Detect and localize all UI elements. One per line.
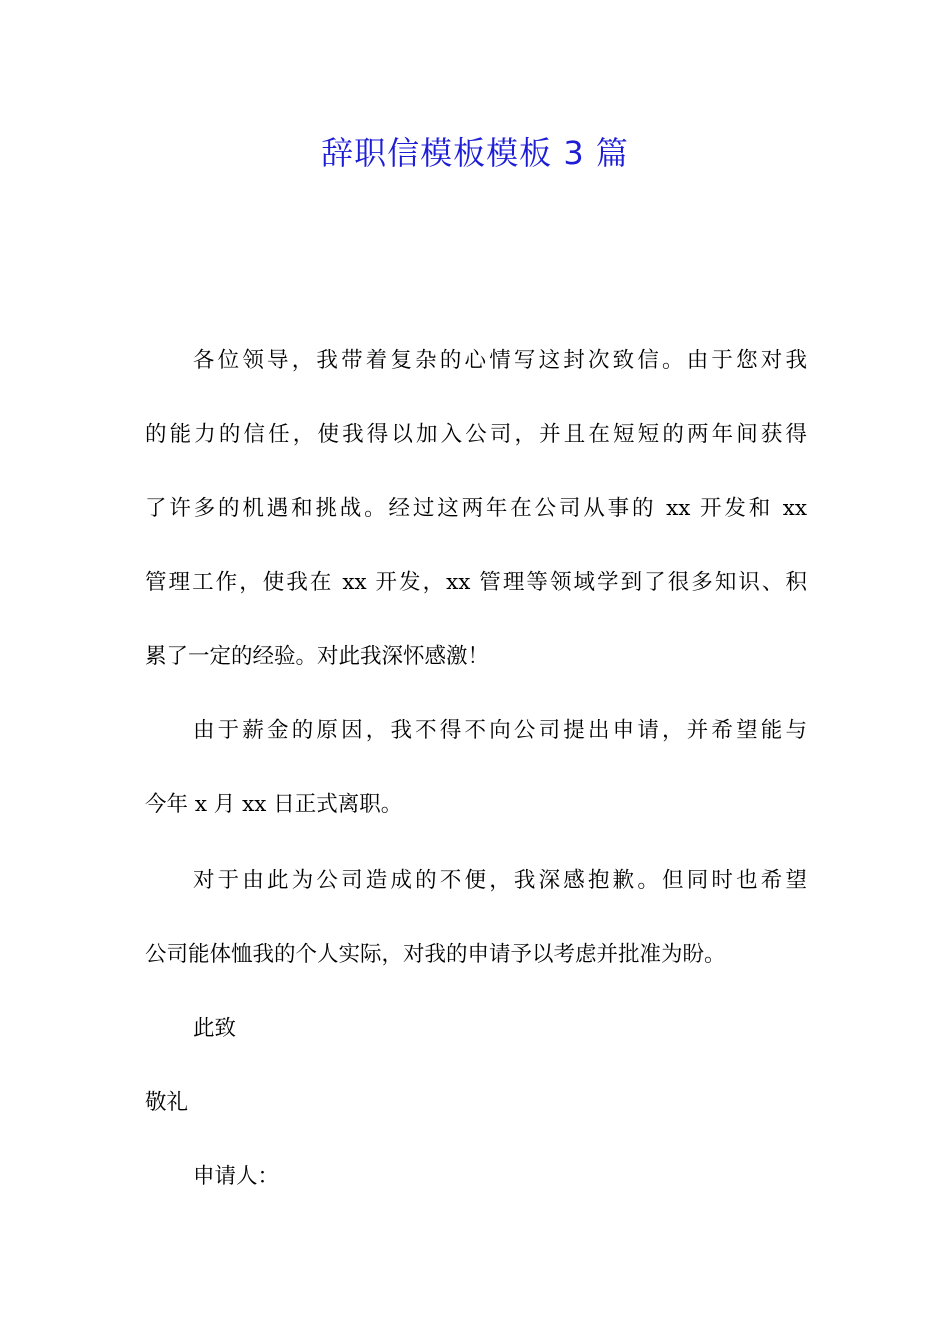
paragraph-2-line-1: 由于薪金的原因，我不得不向公司提出申请，并希望能与 <box>193 718 807 743</box>
paragraph-2-line-2: 今年 x 月 xx 日正式离职。 <box>145 792 403 817</box>
document-title: 辞职信模板模板 3 篇 <box>321 134 629 172</box>
paragraph-1-line-2: 的能力的信任，使我得以加入公司，并且在短短的两年间获得 <box>145 422 807 447</box>
paragraph-1-line-1: 各位领导，我带着复杂的心情写这封次致信。由于您对我 <box>193 348 807 373</box>
paragraph-1-line-4: 管理工作，使我在 xx 开发，xx 管理等领域学到了很多知识、积 <box>145 570 807 595</box>
paragraph-3-line-1: 对于由此为公司造成的不便，我深感抱歉。但同时也希望 <box>193 868 807 893</box>
closing-salutation: 此致 <box>193 1016 237 1041</box>
paragraph-1-line-5: 累了一定的经验。对此我深怀感激！ <box>145 644 490 669</box>
closing-regards: 敬礼 <box>145 1090 189 1115</box>
applicant-label: 申请人： <box>193 1164 280 1189</box>
paragraph-1-line-3: 了许多的机遇和挑战。经过这两年在公司从事的 xx 开发和 xx <box>145 496 807 521</box>
paragraph-3-line-2: 公司能体恤我的个人实际，对我的申请予以考虑并批准为盼。 <box>145 942 726 967</box>
